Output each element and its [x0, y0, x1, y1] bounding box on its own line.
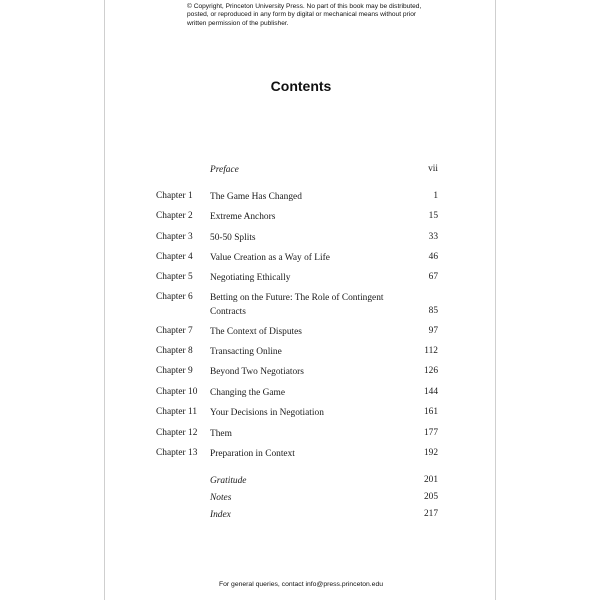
chapter-page: 126 [423, 366, 438, 376]
toc-entry-page: 217 [423, 509, 438, 519]
chapter-label: Chapter 9 [156, 366, 193, 376]
toc-entry-chapter-7 [105, 326, 497, 340]
book-page [104, 0, 496, 600]
chapter-title: Betting on the Future: The Role of Contingent Contracts [210, 293, 384, 317]
chapter-label: Chapter 8 [156, 346, 193, 356]
chapter-label: Chapter 7 [156, 326, 193, 336]
chapter-page: 97 [428, 326, 438, 336]
chapter-page: 144 [423, 387, 438, 397]
chapter-page: 161 [423, 407, 438, 417]
toc-entry-index [105, 509, 497, 523]
footer-contact: For general queries, contact info@press.princeton.edu [218, 581, 384, 588]
chapter-page: 192 [423, 448, 438, 458]
toc-entry-chapter-8 [105, 346, 497, 360]
toc-entry-chapter-12 [105, 428, 497, 442]
toc-entry-title: Index [210, 510, 231, 520]
chapter-label: Chapter 10 [156, 387, 198, 397]
chapter-page: 67 [428, 272, 438, 282]
chapter-title: The Game Has Changed [210, 192, 302, 202]
chapter-label: Chapter 4 [156, 252, 193, 262]
table-of-contents [105, 0, 497, 600]
toc-entry-title: Gratitude [210, 476, 247, 486]
page-title: Contents [270, 78, 332, 94]
chapter-label: Chapter 3 [156, 232, 193, 242]
chapter-title: Them [210, 429, 232, 439]
chapter-title: Preparation in Context [210, 449, 295, 459]
toc-entry-chapter-6 [105, 292, 497, 322]
chapter-page: 177 [423, 428, 438, 438]
chapter-page: 15 [428, 211, 438, 221]
toc-entry-chapter-2 [105, 211, 497, 225]
chapter-label: Chapter 12 [156, 428, 198, 438]
chapter-page: 85 [428, 306, 438, 316]
toc-entry-gratitude [105, 475, 497, 489]
chapter-page: 46 [428, 252, 438, 262]
chapter-label: Chapter 6 [156, 292, 193, 302]
toc-entry-chapter-4 [105, 252, 497, 266]
toc-entry-chapter-13 [105, 448, 497, 462]
toc-entry-page: vii [428, 164, 438, 174]
toc-entry-chapter-1 [105, 191, 497, 205]
chapter-title: Transacting Online [210, 347, 282, 357]
toc-entry-page: 205 [423, 492, 438, 502]
toc-entry-chapter-9 [105, 366, 497, 380]
chapter-title: The Context of Disputes [210, 327, 302, 337]
chapter-label: Chapter 13 [156, 448, 198, 458]
toc-entry-preface [105, 164, 497, 178]
chapter-title: Beyond Two Negotiators [210, 367, 304, 377]
toc-entry-chapter-10 [105, 387, 497, 401]
toc-entry-chapter-5 [105, 272, 497, 286]
chapter-label: Chapter 2 [156, 211, 193, 221]
chapter-label: Chapter 5 [156, 272, 193, 282]
chapter-title: Extreme Anchors [210, 212, 276, 222]
toc-entry-page: 201 [423, 475, 438, 485]
toc-entry-title: Notes [210, 493, 232, 503]
chapter-title: Your Decisions in Negotiation [210, 408, 324, 418]
chapter-title: Value Creation as a Way of Life [210, 253, 330, 263]
chapter-label: Chapter 1 [156, 191, 193, 201]
toc-entry-chapter-3 [105, 232, 497, 246]
chapter-title: 50-50 Splits [210, 233, 256, 243]
chapter-page: 1 [433, 191, 438, 201]
toc-entry-notes [105, 492, 497, 506]
toc-entry-title: Preface [210, 165, 239, 175]
chapter-page: 33 [428, 232, 438, 242]
toc-entry-chapter-11 [105, 407, 497, 421]
copyright-notice: © Copyright, Princeton University Press. No part of this book may be distributed, posted, or reproduced in any form by digital or mechanical means without prior written permission of the publisher. [187, 3, 422, 27]
chapter-page: 112 [424, 346, 438, 356]
chapter-label: Chapter 11 [156, 407, 198, 417]
chapter-title: Negotiating Ethically [210, 273, 291, 283]
chapter-title: Changing the Game [210, 388, 285, 398]
